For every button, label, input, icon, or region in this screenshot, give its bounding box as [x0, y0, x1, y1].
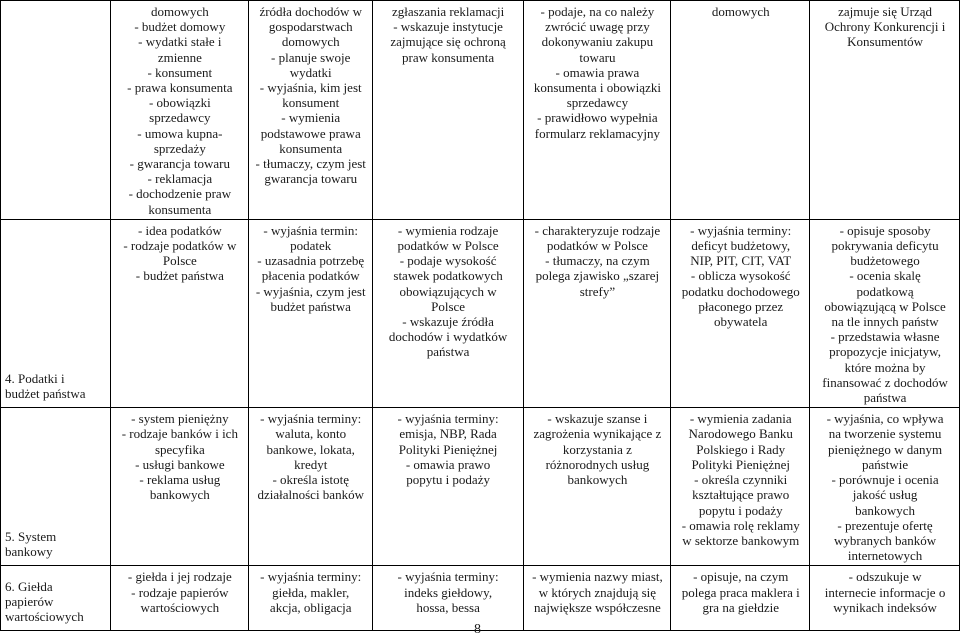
topic-text: 6. Giełda papierów wartościowych	[5, 578, 84, 625]
topic-text: 5. System bankowy	[5, 528, 57, 560]
requirement-cell	[671, 219, 810, 407]
requirement-full: - wymienia zadania Narodowego Banku Polskiego i Rady Polityki Pieniężnej - określa czynniki kształtujące prawo popytu i podaży - omawia rolę reklamy w sektorze bankowym	[681, 411, 800, 548]
requirement-cell	[248, 219, 372, 407]
requirement-cell	[523, 219, 671, 407]
requirement-cell	[523, 408, 671, 566]
requirement-cell	[810, 1, 960, 220]
requirement-excellent: - opisuje sposoby pokrywania deficytu budżetowego - ocenia skalę podatkową obowiązującą w Polsce na tle innych państw - przedstawia własne propozycje inicjatyw, które można by finansować z dochodów państwa	[822, 222, 948, 406]
requirement-cell	[810, 219, 960, 407]
requirement-cell	[671, 1, 810, 220]
requirement-cell	[248, 1, 372, 220]
topic-cell	[1, 1, 111, 220]
requirement-extended: - wymienia rodzaje podatków w Polsce - podaje wysokość stawek podatkowych obowiązujących w Polsce - wskazuje źródła dochodów i wydatków państwa	[388, 222, 508, 360]
requirement-cell	[372, 1, 523, 220]
topic-text: 4. Podatki i budżet państwa	[5, 370, 86, 402]
requirement-cell	[671, 408, 810, 566]
requirement-extended: - wyjaśnia terminy: emisja, NBP, Rada Polityki Pieniężnej - omawia prawo popytu i podaży	[397, 411, 499, 488]
topic-content: - system pieniężny - rodzaje banków i ich specyfika - usługi bankowe - reklama usług bankowych	[121, 411, 238, 503]
requirement-cell	[523, 566, 671, 631]
requirement-cell	[372, 566, 523, 631]
page-number: 8	[474, 622, 481, 637]
requirement-full: - wyjaśnia terminy: deficyt budżetowy, NIP, PIT, CIT, VAT - oblicza wysokość podatku dochodowego płaconego przez obywatela	[681, 222, 800, 330]
requirement-advanced: - wymienia nazwy miast, w których znajdują się największe współczesne	[532, 569, 663, 615]
requirement-cell	[523, 1, 671, 220]
requirement-extended: - wyjaśnia terminy: indeks giełdowy, hossa, bessa	[397, 569, 499, 615]
requirement-basic: źródła dochodów w gospodarstwach domowych - planuje swoje wydatki - wyjaśnia, kim jest konsument - wymienia podstawowe prawa konsumenta - tłumaczy, czym jest gwarancja towaru	[255, 4, 366, 187]
content-cell	[110, 1, 248, 220]
requirement-advanced: - charakteryzuje rodzaje podatków w Polsce - tłumaczy, na czym polega zjawisko „szarej strefy”	[534, 222, 661, 299]
topic-cell	[1, 566, 111, 631]
topic-content: domowych - budżet domowy - wydatki stałe i zmienne - konsument - prawa konsumenta - obowiązki sprzedawcy - umowa kupna- sprzedaży - gwarancja towaru - reklamacja - dochodzenie praw konsumenta	[127, 4, 233, 217]
requirement-cell	[671, 566, 810, 631]
requirement-excellent: zajmuje się Urząd Ochrony Konkurencji i Konsumentów	[824, 4, 946, 50]
requirement-excellent: - odszukuje w internecie informacje o wynikach indeksów	[824, 569, 946, 615]
requirement-full: - opisuje, na czym polega praca maklera i gra na giełdzie	[681, 569, 800, 615]
content-cell	[110, 219, 248, 407]
table-row	[1, 1, 960, 220]
table-row	[1, 408, 960, 566]
content-cell	[110, 566, 248, 631]
requirement-cell	[372, 408, 523, 566]
requirement-basic: - wyjaśnia terminy: giełda, makler, akcja, obligacja	[260, 569, 362, 615]
requirement-cell	[810, 408, 960, 566]
requirement-excellent: - wyjaśnia, co wpływa na tworzenie systemu pieniężnego w danym państwie - porównuje i ocenia jakość usług bankowych - prezentuje ofertę wybranych banków internetowych	[826, 411, 944, 564]
requirement-basic: - wyjaśnia terminy: waluta, konto bankowe, lokata, kredyt - określa istotę działalności banków	[257, 411, 364, 503]
topic-content: - idea podatków - rodzaje podatków w Polsce - budżet państwa	[123, 222, 237, 284]
requirement-extended: zgłaszania reklamacji - wskazuje instytucje zajmujące się ochroną praw konsumenta	[390, 4, 506, 65]
requirement-basic: - wyjaśnia termin: podatek - uzasadnia potrzebę płacenia podatków - wyjaśnia, czym jest budżet państwa	[255, 222, 366, 314]
topic-content: - giełda i jej rodzaje - rodzaje papierów wartościowych	[127, 569, 232, 615]
requirement-cell	[810, 566, 960, 631]
topic-cell	[1, 408, 111, 566]
topic-cell	[1, 219, 111, 407]
requirement-cell	[372, 219, 523, 407]
content-cell	[110, 408, 248, 566]
requirement-cell	[248, 408, 372, 566]
requirement-cell	[248, 566, 372, 631]
table-row	[1, 219, 960, 407]
requirement-advanced: - podaje, na co należy zwrócić uwagę przy dokonywaniu zakupu towaru - omawia prawa konsumenta i obowiązki sprzedawcy - prawidłowo wypełnia formularz reklamacyjny	[533, 4, 661, 141]
requirement-advanced: - wskazuje szanse i zagrożenia wynikające z korzystania z różnorodnych usług bankowych	[533, 411, 662, 488]
requirement-full: domowych	[711, 4, 770, 19]
